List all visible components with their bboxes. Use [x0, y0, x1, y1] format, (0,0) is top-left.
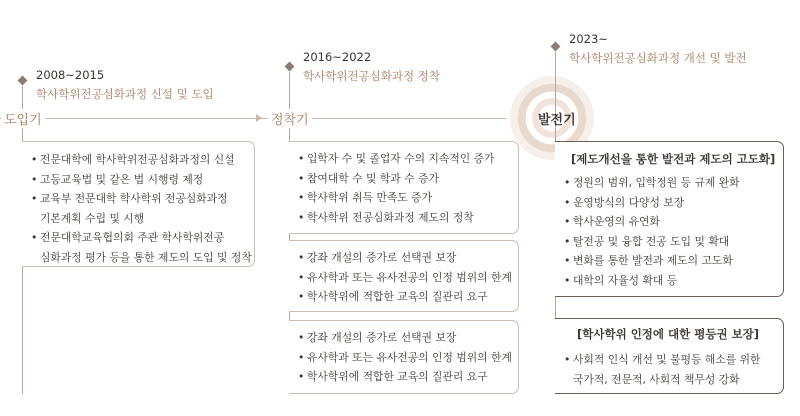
stage-1-label: 도입기 — [1, 109, 45, 128]
list-item: • 정원의 범위, 입학정원 등 규제 완화 — [564, 173, 740, 193]
list-item: • 참여대학 수 및 학과 수 증가 — [298, 169, 494, 189]
list-item: • 탈전공 및 융합 전공 도입 및 확대 — [564, 232, 740, 252]
list-item: • 사회적 인식 개선 및 불평등 해소를 위한 국가적, 전문적, 사회적 책무성 강화 — [564, 350, 760, 389]
stage-1-title: 학사학위전공심화과정 신설 및 도입 — [36, 87, 214, 101]
stage-3-box-2-title: [학사학위 인정에 대한 평등권 보장] — [573, 326, 763, 342]
list-item: • 학사학위 전공심화과정 제도의 정착 — [298, 208, 494, 228]
list-item: • 교육부 전문대학 학사학위 전공심화과정 기본계획 수립 및 시행 — [31, 189, 252, 228]
list-item: • 전문대학에 학사학위전공심화과정의 신설 — [31, 150, 252, 170]
stage-3-marker — [551, 42, 561, 52]
list-item: • 유사학과 또는 유사전공의 인정 범위의 한계 — [298, 348, 512, 368]
stage-1-year: 2008~2015 — [36, 68, 105, 82]
stage-3-label: 발전기 — [538, 113, 576, 128]
stage-3-box-2 — [555, 318, 784, 394]
stage-1-list — [31, 150, 252, 267]
stage-2-title: 학사학위전공심화과정 정착 — [303, 69, 440, 83]
stage-3-year: 2023~ — [569, 32, 608, 46]
stage-3-title: 학사학위전공심화과정 개선 및 발전 — [569, 51, 747, 65]
list-item: • 입학자 수 및 졸업자 수의 지속적인 증가 — [298, 149, 494, 169]
stage-2-box-3 — [289, 320, 519, 394]
stage-2-box-1 — [289, 141, 519, 234]
list-item: • 강좌 개설의 증가로 선택권 보장 — [298, 328, 512, 348]
list-item: • 학사학위에 적합한 교육의 질관리 요구 — [298, 367, 512, 387]
list-item: • 고등교육법 및 같은 법 시행령 제정 — [31, 170, 252, 190]
list-item: • 대학의 자율성 확대 등 — [564, 271, 740, 291]
list-item: • 전문대학교육협의회 주관 학사학위전공 심화과정 평가 등을 통한 제도의 도입 및 정착 — [31, 228, 252, 267]
stage-1-box — [22, 141, 255, 267]
list-item: • 학사학위 취득 만족도 증가 — [298, 188, 494, 208]
stage-2-box-2 — [289, 240, 519, 312]
list-item: • 운영방식의 다양성 보장 — [564, 193, 740, 213]
list-item: • 변화를 통한 발전과 제도의 고도화 — [564, 251, 740, 271]
stage-3-box-1 — [555, 141, 784, 297]
stage-2-year: 2016~2022 — [303, 50, 372, 64]
timeline-arrow-1 — [256, 114, 262, 122]
stage-2-label: 정착기 — [268, 109, 312, 128]
list-item: • 유사학과 또는 유사전공의 인정 범위의 한계 — [298, 268, 512, 288]
stage-3-box-1-title: [제도개선을 통한 발전과 제도의 고도화] — [567, 151, 779, 167]
stage-1-marker — [18, 76, 28, 86]
list-item: • 강좌 개설의 증가로 선택권 보장 — [298, 248, 512, 268]
list-item: • 학사운영의 유연화 — [564, 212, 740, 232]
list-item: • 학사학위에 적합한 교육의 질관리 요구 — [298, 287, 512, 307]
stage-2-marker — [285, 62, 295, 72]
